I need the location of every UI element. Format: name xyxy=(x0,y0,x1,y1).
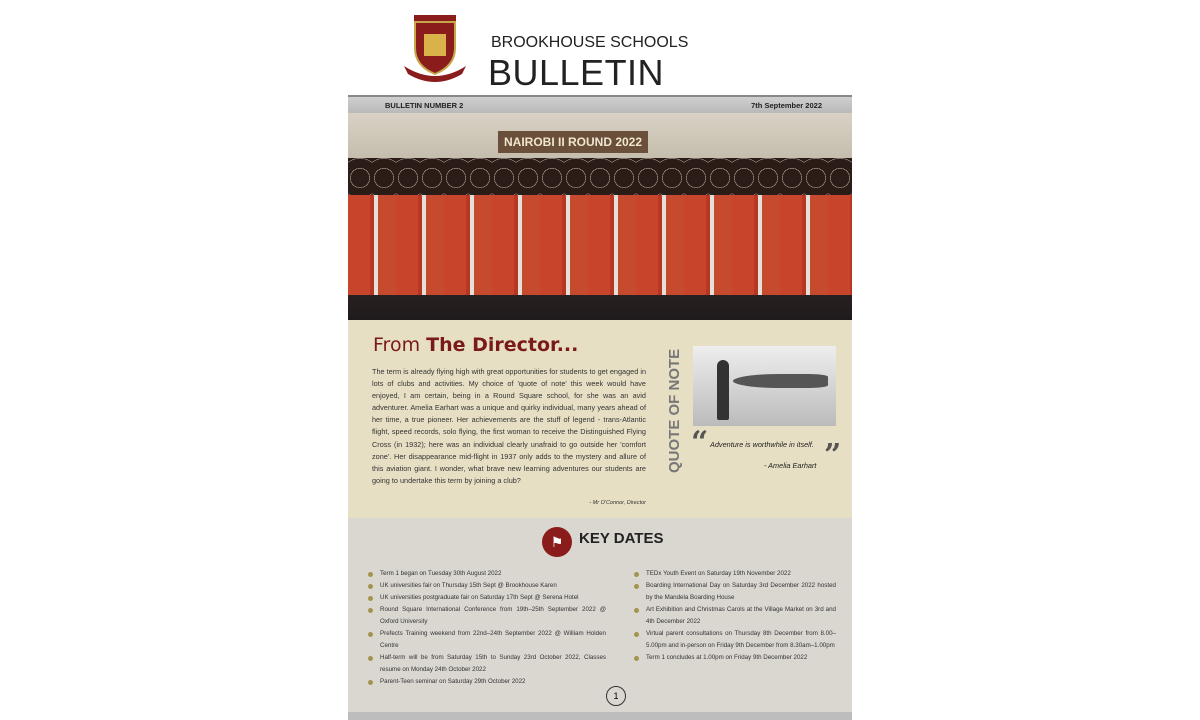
director-heading xyxy=(373,334,578,356)
key-date-item: Parent-Teen seminar on Saturday 29th October 2022 xyxy=(366,676,606,688)
director-message: The term is already flying high with great opportunities for students to get engaged in lots of clubs and activities. My choice of 'quote of note' this week would have enjoyed, I am certain, being in a Round Square school, for she was an avid adventurer. Amelia Earhart was a unique and quirky individual, many years ahead of her time, a true pioneer. Her achievements are the stuff of legend - trans-Atlantic flight, speed records, solo flying, the first woman to receive the Distinguished Flying Cross (in 1932); here was an individual clearly unafraid to go outside her 'comfort zone'. Her disappearance mid-flight in 1937 only adds to the mystery and allure of this aviation giant. I wonder, what brave new learning adventures our students are going to undertake this term by joining a club? xyxy=(372,367,646,485)
bulletin-number: BULLETIN NUMBER 2 xyxy=(385,100,464,110)
page-footer-bar xyxy=(348,712,852,720)
photo-students-heads xyxy=(348,158,852,198)
school-name: BROOKHOUSE SCHOOLS xyxy=(491,34,689,51)
key-date-item: Half-term will be from Saturday 15th to Sunday 23rd October 2022, Classes resume on Monday 24th October 2022 xyxy=(366,652,606,676)
quote-of-note-label: QUOTE OF NOTE xyxy=(666,348,683,473)
key-date-item: TEDx Youth Event on Saturday 19th November 2022 xyxy=(632,568,836,580)
director-signature: - Mr O'Connor, Director xyxy=(589,500,646,506)
key-dates-list-left xyxy=(366,568,606,688)
bulletin-page xyxy=(348,0,852,720)
director-section xyxy=(348,320,852,518)
flag-icon: ⚑ xyxy=(542,527,572,557)
key-date-item: Art Exhibition and Christmas Carols at the Village Market on 3rd and 4th December 2022 xyxy=(632,604,836,628)
key-date-item: Term 1 concludes at 1.00pm on Friday 9th December 2022 xyxy=(632,652,836,664)
page-number: 1 xyxy=(606,686,626,706)
key-date-item: Round Square International Conference from 19th–25th September 2022 @ Oxford University xyxy=(366,604,606,628)
key-dates-list-right xyxy=(632,568,836,664)
bulletin-title: BULLETIN xyxy=(488,52,665,93)
close-quote-icon: ” xyxy=(824,438,842,473)
open-quote-icon: “ xyxy=(691,425,709,460)
bulletin-info-bar xyxy=(348,95,852,113)
photo-banner: NAIROBI II ROUND 2022 xyxy=(498,131,648,153)
key-dates-section xyxy=(348,518,852,712)
key-date-item: Term 1 began on Tuesday 30th August 2022 xyxy=(366,568,606,580)
group-photo xyxy=(348,113,852,320)
photo-students-blazers xyxy=(348,195,852,295)
quote-author: - Amelia Earhart xyxy=(764,461,817,470)
bulletin-date: 7th September 2022 xyxy=(751,100,822,110)
heading-from: From xyxy=(373,334,427,356)
heading-main: The Director... xyxy=(426,334,579,356)
key-date-item: UK universities postgraduate fair on Saturday 17th Sept @ Serena Hotel xyxy=(366,592,606,604)
school-crest-logo xyxy=(402,14,468,82)
key-date-item: Boarding International Day on Saturday 3rd December 2022 hosted by the Mandela Boarding House xyxy=(632,580,836,604)
key-dates-heading: KEY DATES xyxy=(579,530,664,547)
key-date-item: Prefects Training weekend from 22nd–24th September 2022 @ William Holden Centre xyxy=(366,628,606,652)
key-date-item: Virtual parent consultations on Thursday 8th December from 8.00–5.00pm and in-person on Friday 9th December from 8.30am–1.00pm xyxy=(632,628,836,652)
key-date-item: UK universities fair on Thursday 15th Sept @ Brookhouse Karen xyxy=(366,580,606,592)
quote-text: Adventure is worthwhile in itself. xyxy=(710,440,814,449)
amelia-earhart-photo xyxy=(693,346,836,426)
